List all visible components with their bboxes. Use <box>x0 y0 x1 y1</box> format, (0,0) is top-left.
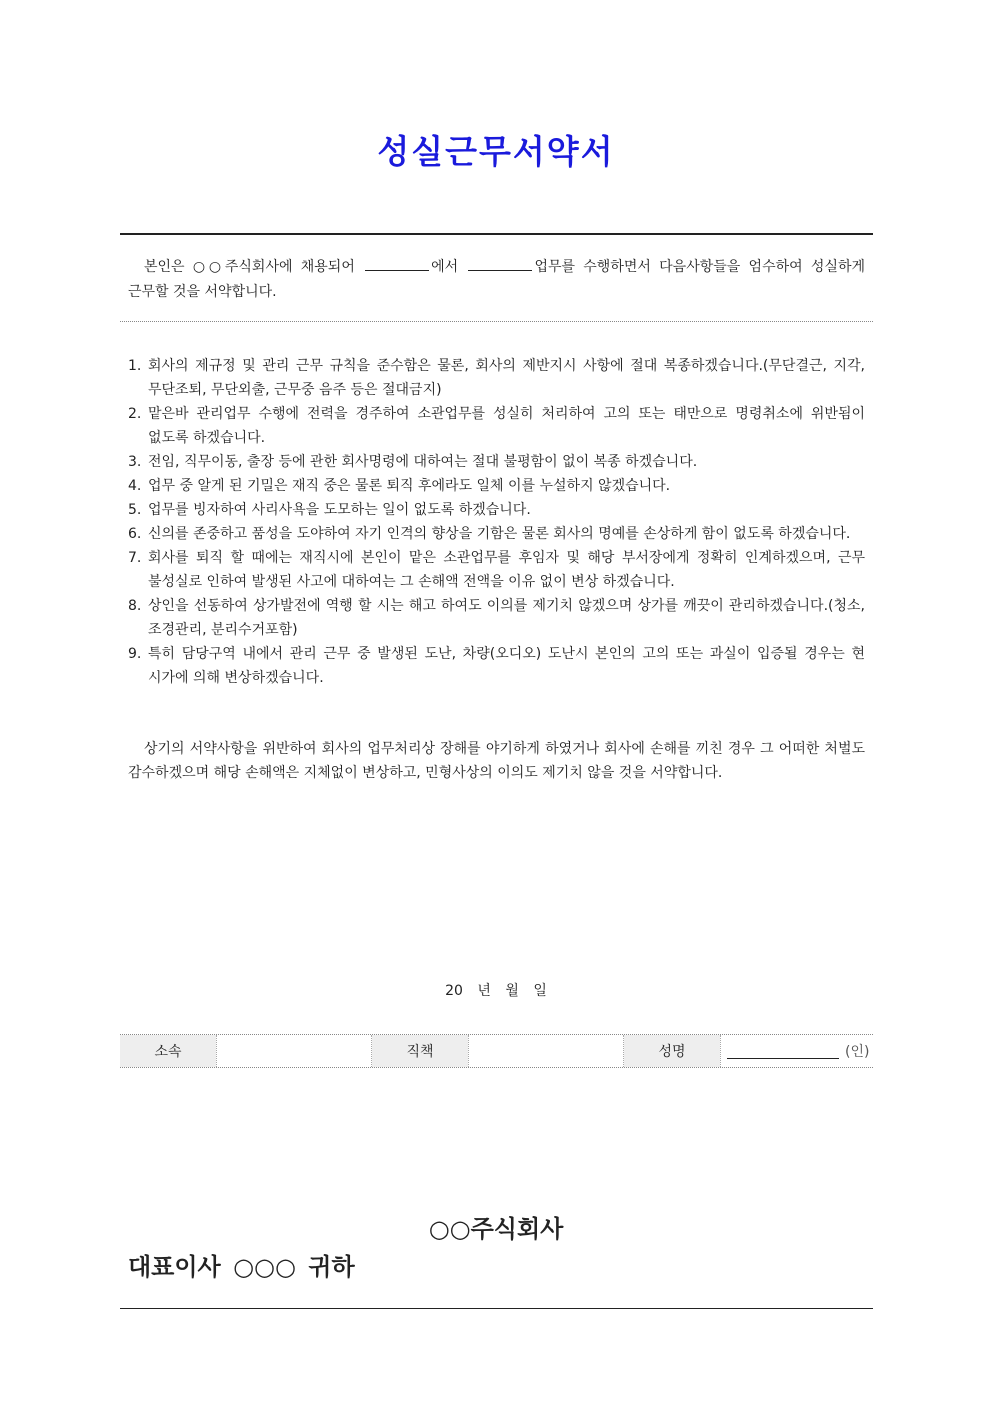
clause-number: 6. <box>128 526 142 542</box>
position-field[interactable] <box>468 1035 624 1067</box>
signature-table <box>120 1034 873 1068</box>
intro-paragraph <box>128 255 865 305</box>
affiliation-field[interactable] <box>216 1035 372 1067</box>
clause-number: 8. <box>128 598 142 614</box>
department-blank[interactable] <box>365 256 429 271</box>
name-signature-line[interactable] <box>727 1044 839 1059</box>
name-label: 성명 <box>624 1035 720 1067</box>
document-title: 성실근무서약서 <box>377 132 615 171</box>
clause-number: 5. <box>128 502 142 518</box>
clause-item <box>128 354 865 402</box>
recipient: 대표이사 ○○○ 귀하 <box>128 1253 355 1281</box>
intro-part2: 에서 <box>431 259 459 275</box>
clause-text: 업무 중 알게 된 기밀은 재직 중은 물론 퇴직 후에라도 일체 이를 누설하지 않겠습니다. <box>148 478 671 494</box>
clause-text: 전임, 직무이동, 출장 등에 관한 회사명령에 대하여는 절대 불평함이 없이 복종 하겠습니다. <box>148 454 698 470</box>
clause-number: 1. <box>128 358 142 374</box>
clause-number: 9. <box>128 646 142 662</box>
clause-number: 7. <box>128 550 142 566</box>
closing-paragraph: 상기의 서약사항을 위반하여 회사의 업무처리상 장해를 야기하게 하였거나 회사에 손해를 끼친 경우 그 어떠한 처벌도 감수하겠으며 해당 손해액은 지체없이 변상하고, 민형사상의 이의도 제기치 않을 것을 서약합니다. <box>128 741 865 781</box>
clause-text: 맡은바 관리업무 수행에 전력을 경주하여 소관업무를 성실히 처리하여 고의 또는 태만으로 명령취소에 위반됨이 없도록 하겠습니다. <box>148 406 865 446</box>
clause-item <box>128 498 865 522</box>
clause-item <box>128 642 865 690</box>
clause-text: 회사를 퇴직 할 때에는 재직시에 본인이 맡은 소관업무를 후임자 및 해당 부서장에게 정확히 인계하겠으며, 근무 불성실로 인하여 발생된 사고에 대하여는 그 손해액 전액을 이유 없이 변상 하겠습니다. <box>148 550 865 590</box>
clause-text: 상인을 선동하여 상가발전에 역행 할 시는 해고 하여도 이의를 제기치 않겠으며 상가를 깨끗이 관리하겠습니다.(청소, 조경관리, 분리수거포함) <box>148 598 865 638</box>
intro-part1: 본인은 ○○주식회사에 채용되어 <box>144 259 355 275</box>
pledge-clauses <box>128 354 865 690</box>
clause-text: 업무를 빙자하여 사리사욕을 도모하는 일이 없도록 하겠습니다. <box>148 502 531 518</box>
clause-item <box>128 546 865 594</box>
clause-item <box>128 474 865 498</box>
clause-item <box>128 522 865 546</box>
duty-blank[interactable] <box>468 256 532 271</box>
seal-mark: (인) <box>845 1044 870 1060</box>
company-name: ○○주식회사 <box>428 1215 564 1243</box>
intro-part3: 업무를 수행하면서 다음사항들을 엄수하여 성실하게 근무할 것을 서약합니다. <box>128 259 866 300</box>
clause-text: 특히 담당구역 내에서 관리 근무 중 발생된 도난, 차량(오디오) 도난시 본인의 고의 또는 과실이 입증될 경우는 현 시가에 의해 변상하겠습니다. <box>148 646 865 686</box>
clause-number: 3. <box>128 454 142 470</box>
clause-item <box>128 450 865 474</box>
intro-divider <box>120 321 873 322</box>
name-field[interactable] <box>720 1035 873 1067</box>
clause-text: 신의를 존중하고 품성을 도야하여 자기 인격의 향상을 기함은 물론 회사의 명예를 손상하게 함이 없도록 하겠습니다. <box>148 526 851 542</box>
clause-text: 회사의 제규정 및 관리 근무 규칙을 준수함은 물론, 회사의 제반지시 사항에 절대 복종하겠습니다.(무단결근, 지각, 무단조퇴, 무단외출, 근무중 음주 등은 절대금지) <box>148 358 865 398</box>
date-line[interactable]: 20 년 월 일 <box>445 983 547 999</box>
position-label: 직책 <box>372 1035 468 1067</box>
clause-number: 2. <box>128 406 142 422</box>
affiliation-label: 소속 <box>120 1035 216 1067</box>
clause-number: 4. <box>128 478 142 494</box>
clause-item <box>128 402 865 450</box>
top-divider <box>120 233 873 235</box>
clause-item <box>128 594 865 642</box>
bottom-divider <box>120 1308 873 1309</box>
